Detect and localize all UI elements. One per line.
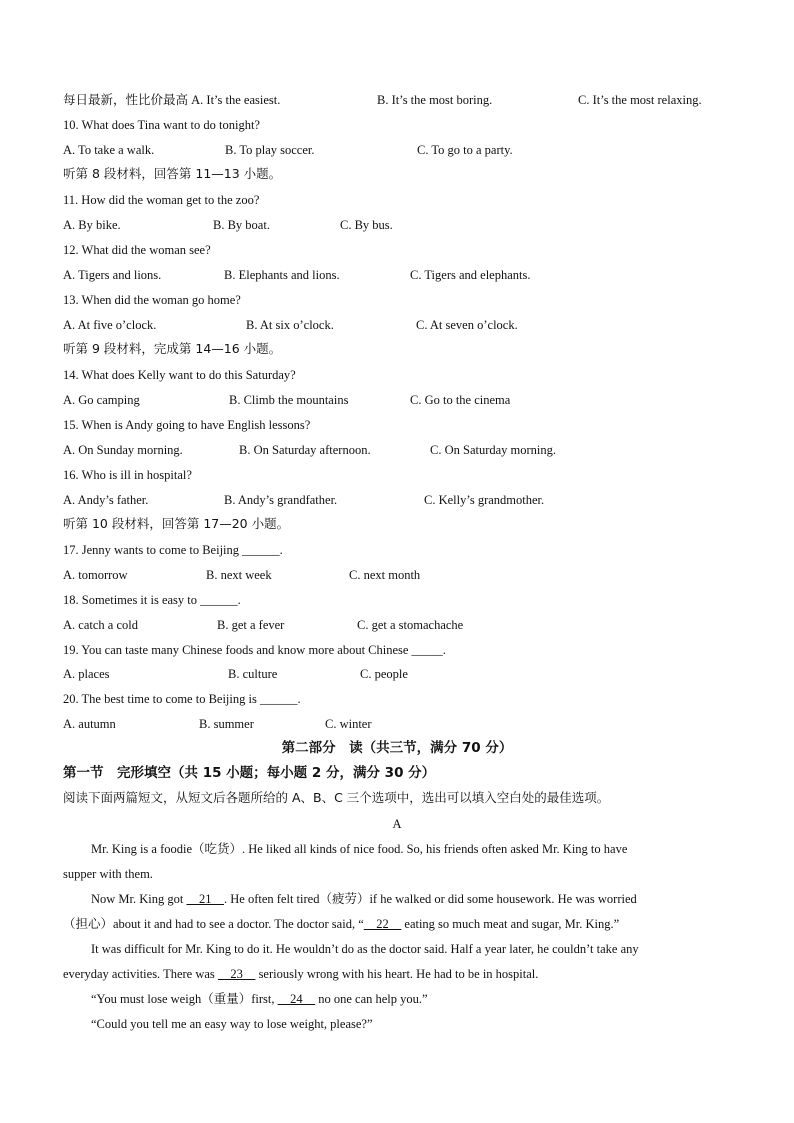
q16-option-a: A. Andy’s father. bbox=[63, 493, 149, 507]
q17-option-a: A. tomorrow bbox=[63, 568, 128, 582]
para-2-cont-text-b: eating so much meat and sugar, Mr. King.” bbox=[401, 917, 620, 931]
q18-option-c: C. get a stomachache bbox=[357, 618, 464, 632]
watermark-prefix: 每日最新，性比价最高 bbox=[63, 92, 189, 107]
q12-option-c: C. Tigers and elephants. bbox=[410, 268, 531, 282]
q17-option-b: B. next week bbox=[206, 568, 272, 582]
q18-question: 18. Sometimes it is easy to ______. bbox=[63, 593, 241, 607]
q15-option-c: C. On Saturday morning. bbox=[430, 443, 557, 457]
para-2-text-a: Now Mr. King got bbox=[91, 892, 187, 906]
q9-option-b: B. It’s the most boring. bbox=[377, 93, 493, 107]
blank-24: 24 bbox=[277, 992, 316, 1006]
q20-option-b: B. summer bbox=[199, 717, 254, 731]
passage-para-2-cont bbox=[63, 916, 619, 932]
q20-question: 20. The best time to come to Beijing is ______. bbox=[63, 692, 301, 706]
q17-option-c: C. next month bbox=[349, 568, 421, 582]
blank-22: 22 bbox=[363, 917, 402, 931]
passage-para-4 bbox=[91, 991, 428, 1007]
q16-option-b: B. Andy’s grandfather. bbox=[224, 493, 338, 507]
q18-option-a: A. catch a cold bbox=[63, 618, 138, 632]
q11-option-a: A. By bike. bbox=[63, 218, 121, 232]
q16-option-c: C. Kelly’s grandmother. bbox=[424, 493, 545, 507]
passage-para-3-cont bbox=[63, 966, 538, 982]
q18-option-b: B. get a fever bbox=[217, 618, 285, 632]
q12-question: 12. What did the woman see? bbox=[63, 243, 211, 257]
para-3-text-b: seriously wrong with his heart. He had to be in hospital. bbox=[255, 967, 539, 981]
passage-label: A bbox=[392, 817, 402, 831]
q13-option-a: A. At five o’clock. bbox=[63, 318, 157, 332]
passage-para-1-cont: supper with them. bbox=[63, 867, 153, 881]
q11-question: 11. How did the woman get to the zoo? bbox=[63, 193, 260, 207]
q9-option-a bbox=[63, 92, 280, 108]
q10-option-c: C. To go to a party. bbox=[417, 143, 513, 157]
q20-option-c: C. winter bbox=[325, 717, 372, 731]
q11-option-b: B. By boat. bbox=[213, 218, 270, 232]
q9-option-a-text: A. It’s the easiest. bbox=[191, 93, 281, 107]
passage-para-3: It was difficult for Mr. King to do it. He wouldn’t do as the doctor said. Half a year later, he couldn’t take any bbox=[91, 942, 639, 956]
q19-option-b: B. culture bbox=[228, 667, 278, 681]
q15-option-a: A. On Sunday morning. bbox=[63, 443, 183, 457]
q13-option-c: C. At seven o’clock. bbox=[416, 318, 518, 332]
q10-option-a: A. To take a walk. bbox=[63, 143, 155, 157]
q17-question: 17. Jenny wants to come to Beijing ______. bbox=[63, 543, 283, 557]
q15-question: 15. When is Andy going to have English lessons? bbox=[63, 418, 311, 432]
section-8-heading: 听第 8 段材料，回答第 11—13 小题。 bbox=[63, 166, 282, 181]
q19-question: 19. You can taste many Chinese foods and know more about Chinese _____. bbox=[63, 643, 446, 657]
q13-question: 13. When did the woman go home? bbox=[63, 293, 241, 307]
cloze-instructions: 阅读下面两篇短文，从短文后各题所给的 A、B、C 三个选项中，选出可以填入空白处的最佳选项。 bbox=[63, 790, 610, 805]
section-10-heading: 听第 10 段材料，回答第 17—20 小题。 bbox=[63, 516, 290, 531]
para-2-text-b: . He often felt tired（疲劳）if he walked or did some housework. He was worried bbox=[224, 892, 637, 906]
q19-option-c: C. people bbox=[360, 667, 408, 681]
passage-para-1: Mr. King is a foodie（吃货）. He liked all kinds of nice food. So, his friends often asked Mr. King to have bbox=[91, 842, 628, 856]
passage-para-5: “Could you tell me an easy way to lose weight, please?” bbox=[91, 1017, 373, 1031]
para-2-cont-text-a: （担心）about it and had to see a doctor. The doctor said, “ bbox=[63, 917, 364, 931]
q9-option-c: C. It’s the most relaxing. bbox=[578, 93, 702, 107]
q14-option-b: B. Climb the mountains bbox=[229, 393, 349, 407]
para-3-text-a: everyday activities. There was bbox=[63, 967, 218, 981]
q10-question: 10. What does Tina want to do tonight? bbox=[63, 118, 260, 132]
q20-option-a: A. autumn bbox=[63, 717, 116, 731]
q16-question: 16. Who is ill in hospital? bbox=[63, 468, 192, 482]
blank-23: 23 bbox=[217, 967, 256, 981]
q11-option-c: C. By bus. bbox=[340, 218, 393, 232]
section-one-title: 第一节 完形填空（共 15 小题；每小题 2 分，满分 30 分） bbox=[63, 765, 436, 781]
q10-option-b: B. To play soccer. bbox=[225, 143, 315, 157]
para-4-text-b: no one can help you.” bbox=[315, 992, 428, 1006]
q14-question: 14. What does Kelly want to do this Saturday? bbox=[63, 368, 296, 382]
q12-option-b: B. Elephants and lions. bbox=[224, 268, 340, 282]
passage-para-2 bbox=[91, 891, 637, 907]
q15-option-b: B. On Saturday afternoon. bbox=[239, 443, 371, 457]
part-two-title: 第二部分 读（共三节，满分 70 分） bbox=[281, 740, 513, 756]
para-4-text-a: “You must lose weigh（重量）first, bbox=[91, 992, 278, 1006]
section-9-heading: 听第 9 段材料，完成第 14—16 小题。 bbox=[63, 341, 282, 356]
blank-21: 21 bbox=[186, 892, 225, 906]
q12-option-a: A. Tigers and lions. bbox=[63, 268, 162, 282]
q14-option-c: C. Go to the cinema bbox=[410, 393, 511, 407]
q14-option-a: A. Go camping bbox=[63, 393, 140, 407]
q13-option-b: B. At six o’clock. bbox=[246, 318, 334, 332]
q19-option-a: A. places bbox=[63, 667, 110, 681]
